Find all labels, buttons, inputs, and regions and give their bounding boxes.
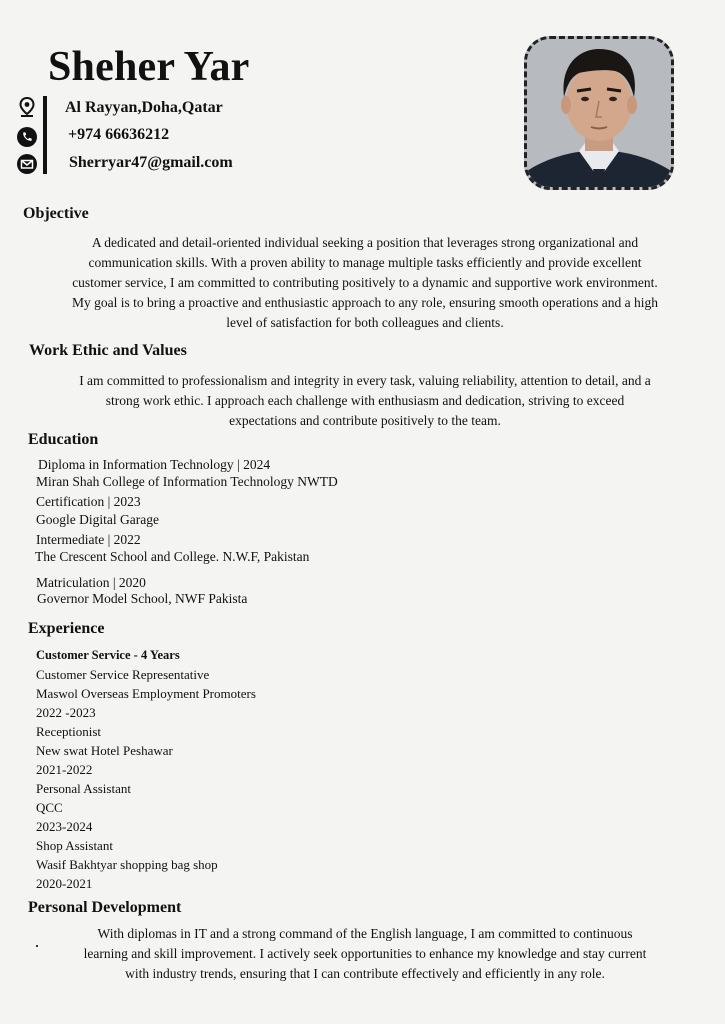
candidate-name: Sheher Yar <box>48 44 250 90</box>
education-institution: Governor Model School, NWF Pakista <box>37 591 248 606</box>
ethic-line: expectations and contribute positively to the team. <box>229 413 501 428</box>
development-paragraph <box>20 924 710 984</box>
ethic-line: I am committed to professionalism and integrity in every task, valuing reliability, attention to detail, and a <box>79 373 651 388</box>
work-ethic-heading: Work Ethic and Values <box>29 342 187 359</box>
objective-line: customer service, I am committed to contributing positively to a dynamic and supportive work environment. <box>72 275 658 290</box>
experience-line: 2022 -2023 <box>36 705 96 720</box>
address-text: Al Rayyan,Doha,Qatar <box>65 99 223 116</box>
experience-line: 2021-2022 <box>36 762 93 777</box>
experience-line: 2023-2024 <box>36 819 93 834</box>
objective-paragraph <box>20 233 710 333</box>
objective-line: My goal is to bring a proactive and enthusiastic approach to any role, ensuring smooth operations and a high <box>72 295 658 310</box>
work-ethic-paragraph <box>20 371 710 431</box>
experience-line: Maswol Overseas Employment Promoters <box>36 686 256 701</box>
profile-photo <box>524 36 674 190</box>
development-line: with industry trends, ensuring that I can contribute effectively and efficiently in any role. <box>125 966 605 981</box>
contact-divider <box>43 96 47 174</box>
experience-summary: Customer Service - 4 Years <box>36 648 180 662</box>
objective-line: A dedicated and detail-oriented individual seeking a position that leverages strong organizational and <box>91 235 639 250</box>
envelope-icon <box>16 153 38 175</box>
email-text: Sherryar47@gmail.com <box>69 154 233 171</box>
experience-line: Wasif Bakhtyar shopping bag shop <box>36 857 218 872</box>
objective-heading: Objective <box>23 205 89 222</box>
education-title: Matriculation | 2020 <box>36 575 146 590</box>
experience-line: New swat Hotel Peshawar <box>36 743 173 758</box>
map-pin-icon <box>16 96 38 118</box>
experience-line: Personal Assistant <box>36 781 131 796</box>
education-title: Intermediate | 2022 <box>36 532 141 547</box>
phone-text: +974 66636212 <box>68 126 170 143</box>
education-institution: Google Digital Garage <box>36 512 159 527</box>
ethic-line: strong work ethic. I approach each challenge with enthusiasm and dedication, striving to exceed <box>105 393 625 408</box>
objective-line: communication skills. With a proven ability to manage multiple tasks efficiently and provide excellent <box>88 255 642 270</box>
experience-line: QCC <box>36 800 63 815</box>
experience-heading: Experience <box>28 620 105 637</box>
education-title: Diploma in Information Technology | 2024 <box>38 457 271 472</box>
objective-line: level of satisfaction for both colleagues and clients. <box>226 315 504 330</box>
experience-line: Customer Service Representative <box>36 667 210 682</box>
education-institution: The Crescent School and College. N.W.F, Pakistan <box>35 549 310 564</box>
development-line: learning and skill improvement. I actively seek opportunities to enhance my knowledge and stay current <box>83 946 647 961</box>
development-line: With diplomas in IT and a strong command of the English language, I am committed to continuous <box>97 926 633 941</box>
development-heading: Personal Development <box>28 899 182 916</box>
experience-line: 2020-2021 <box>36 876 93 891</box>
experience-line: Receptionist <box>36 724 101 739</box>
phone-icon <box>16 126 38 148</box>
education-title: Certification | 2023 <box>36 494 141 509</box>
education-institution: Miran Shah College of Information Technology NWTD <box>36 474 338 489</box>
experience-line: Shop Assistant <box>36 838 113 853</box>
education-heading: Education <box>28 431 99 448</box>
